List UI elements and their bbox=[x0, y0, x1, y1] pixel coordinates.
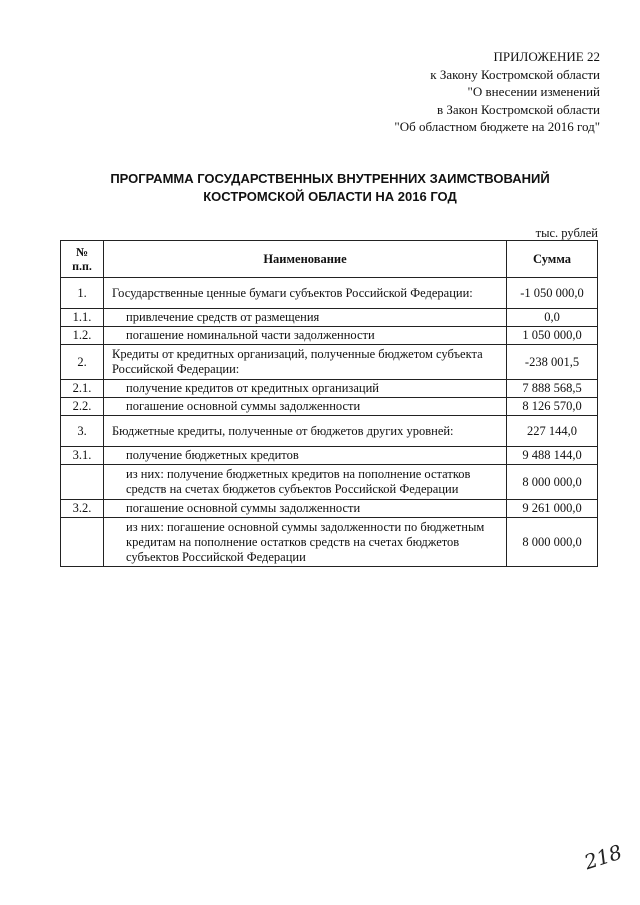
table-row bbox=[61, 447, 598, 465]
row-sum: -1 050 000,0 bbox=[507, 278, 598, 309]
row-num: 2. bbox=[61, 345, 104, 380]
table-row bbox=[61, 416, 598, 447]
row-name: погашение основной суммы задолженности bbox=[104, 398, 507, 416]
table-header-row bbox=[61, 241, 598, 278]
row-name: погашение основной суммы задолженности bbox=[104, 500, 507, 518]
row-sum: 7 888 568,5 bbox=[507, 380, 598, 398]
header-num: № п.п. bbox=[61, 241, 104, 278]
table-row bbox=[61, 345, 598, 380]
row-sum: 8 126 570,0 bbox=[507, 398, 598, 416]
row-sum: -238 001,5 bbox=[507, 345, 598, 380]
row-name: привлечение средств от размещения bbox=[104, 309, 507, 327]
table-row bbox=[61, 278, 598, 309]
header-name: Наименование bbox=[104, 241, 507, 278]
handwritten-page-number: 218 bbox=[581, 839, 625, 875]
appendix-line: к Закону Костромской области bbox=[430, 66, 600, 82]
row-num: 1.2. bbox=[61, 327, 104, 345]
row-sum: 8 000 000,0 bbox=[507, 465, 598, 500]
title-line-1: ПРОГРАММА ГОСУДАРСТВЕННЫХ ВНУТРЕННИХ ЗАИМСТВОВАНИЙ bbox=[110, 171, 550, 186]
row-num bbox=[61, 518, 104, 567]
appendix-line: "О внесении изменений bbox=[467, 84, 600, 99]
row-num: 3.1. bbox=[61, 447, 104, 465]
table-row bbox=[61, 327, 598, 345]
appendix-block bbox=[270, 48, 600, 136]
row-name: из них: погашение основной суммы задолженности по бюджетным кредитам на пополнение остатков средств на счетах бюджетов субъектов Российской Федерации bbox=[104, 518, 507, 567]
row-name: погашение номинальной части задолженности bbox=[104, 327, 507, 345]
row-sum: 1 050 000,0 bbox=[507, 327, 598, 345]
units-label: тыс. рублей bbox=[535, 226, 598, 240]
row-name: из них: получение бюджетных кредитов на пополнение остатков средств на счетах бюджетов субъектов Российской Федерации bbox=[104, 465, 507, 500]
row-num: 3. bbox=[61, 416, 104, 447]
appendix-line: "Об областном бюджете на 2016 год" bbox=[394, 119, 600, 134]
header-sum: Сумма bbox=[507, 241, 598, 278]
row-name: получение бюджетных кредитов bbox=[104, 447, 507, 465]
table-row bbox=[61, 518, 598, 567]
row-sum: 227 144,0 bbox=[507, 416, 598, 447]
table-row bbox=[61, 380, 598, 398]
borrowing-table bbox=[60, 240, 598, 567]
table-row bbox=[61, 398, 598, 416]
row-sum: 9 488 144,0 bbox=[507, 447, 598, 465]
appendix-line: в Закон Костромской области bbox=[436, 101, 600, 117]
row-num bbox=[61, 465, 104, 500]
table-row bbox=[61, 309, 598, 327]
title-line-2: КОСТРОМСКОЙ ОБЛАСТИ НА 2016 ГОД bbox=[203, 189, 457, 204]
document-title bbox=[60, 170, 600, 206]
row-name: Бюджетные кредиты, полученные от бюджетов других уровней: bbox=[104, 416, 507, 447]
row-num: 3.2. bbox=[61, 500, 104, 518]
row-name: получение кредитов от кредитных организаций bbox=[104, 380, 507, 398]
row-num: 2.2. bbox=[61, 398, 104, 416]
row-name: Кредиты от кредитных организаций, полученные бюджетом субъекта Российской Федерации: bbox=[104, 345, 507, 380]
row-num: 1.1. bbox=[61, 309, 104, 327]
table-row bbox=[61, 465, 598, 500]
row-sum: 0,0 bbox=[507, 309, 598, 327]
row-sum: 9 261 000,0 bbox=[507, 500, 598, 518]
table-row bbox=[61, 500, 598, 518]
appendix-line: ПРИЛОЖЕНИЕ 22 bbox=[493, 49, 600, 64]
row-num: 1. bbox=[61, 278, 104, 309]
row-num: 2.1. bbox=[61, 380, 104, 398]
row-sum: 8 000 000,0 bbox=[507, 518, 598, 567]
row-name: Государственные ценные бумаги субъектов Российской Федерации: bbox=[104, 278, 507, 309]
